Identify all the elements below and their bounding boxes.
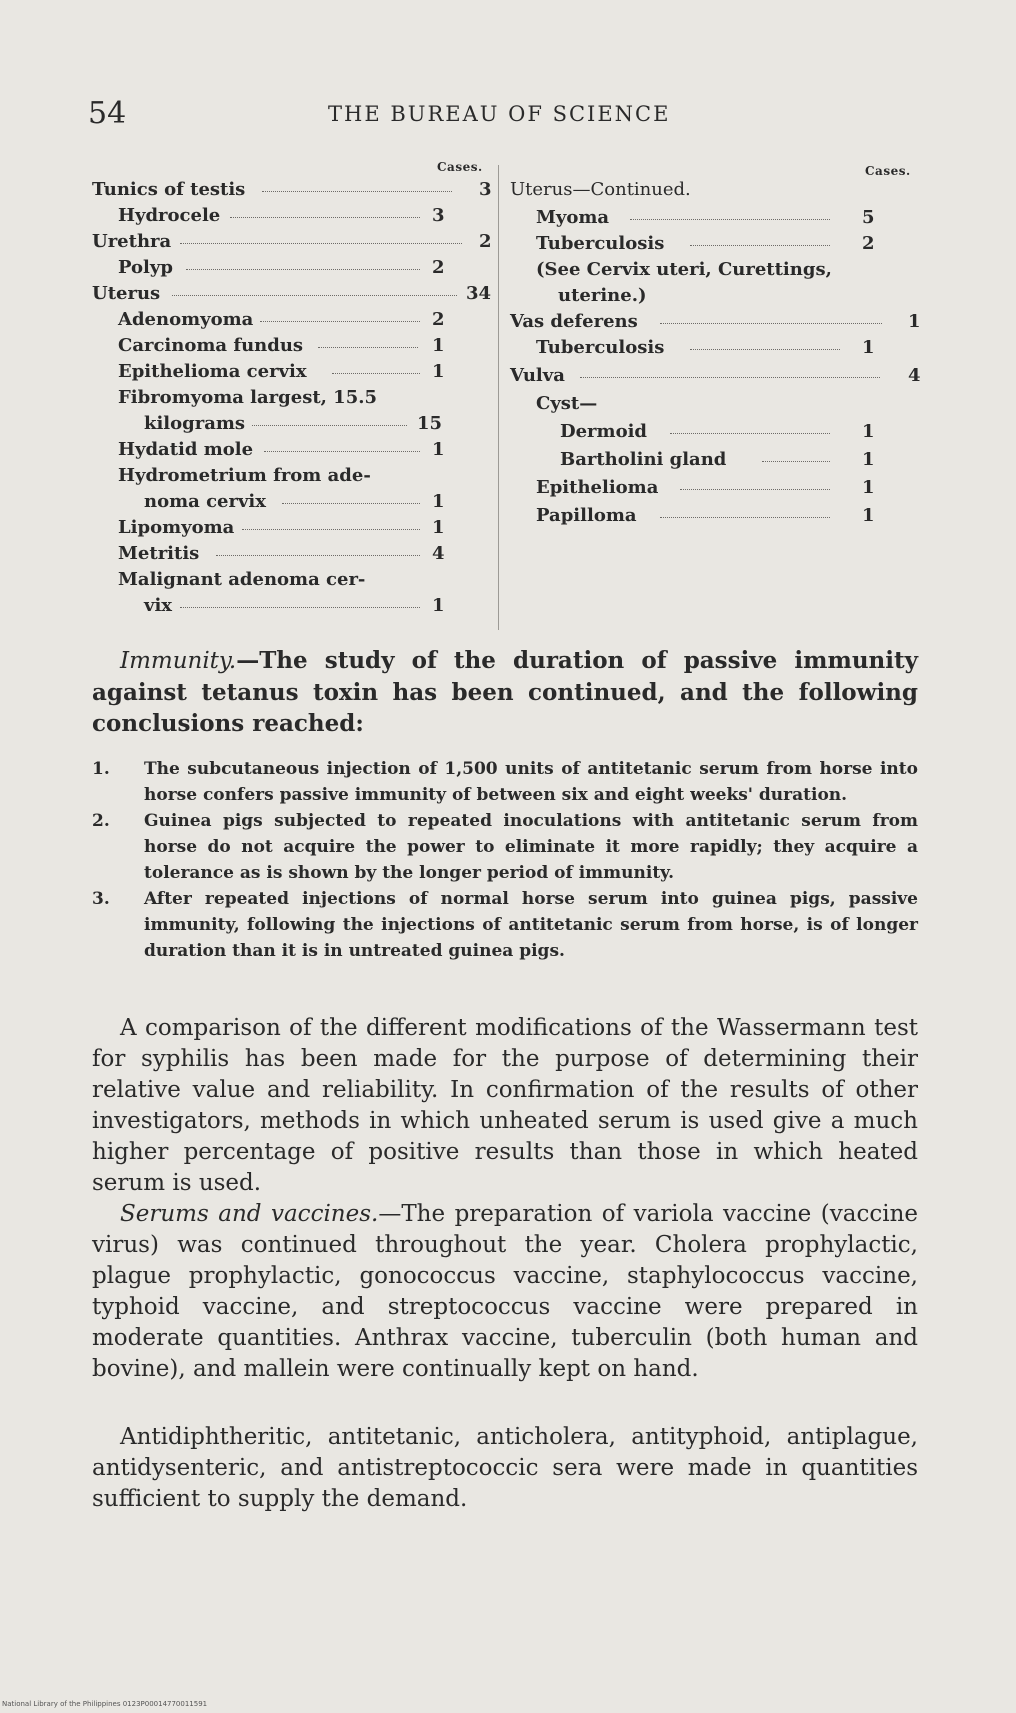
row-label: Papilloma xyxy=(536,505,637,526)
row-count: 1 xyxy=(432,595,445,616)
row-count: 5 xyxy=(862,207,875,228)
row-label: vix xyxy=(144,595,173,616)
table-row xyxy=(92,438,492,462)
row-count: 1 xyxy=(862,505,875,526)
row-count: 15 xyxy=(417,413,443,434)
list-item-text: The subcutaneous injection of 1,500 units of antitetanic serum from horse into horse confers passive immunity of between six and eight weeks' duration. xyxy=(144,759,918,805)
immunity-paragraph xyxy=(92,645,918,739)
paragraph-text: A comparison of the different modifications of the Wassermann test for syphilis has been made for the purpose of determining their relative value and reliability. In confirmation of the results of other investigators, methods in which unheated serum is used give a much higher percentage of positive results than those in which heated serum is used. xyxy=(92,1015,918,1196)
row-label: Lipomyoma xyxy=(118,517,235,538)
row-count: 34 xyxy=(466,283,492,304)
row-label: Uterus xyxy=(92,283,161,304)
row-count: 1 xyxy=(862,477,875,498)
table-row xyxy=(510,504,920,528)
table-row xyxy=(92,568,492,592)
table-row xyxy=(92,464,492,488)
cross-reference-note: uterine.) xyxy=(558,285,647,306)
row-count: 3 xyxy=(432,205,445,226)
cases-column-header: Cases. xyxy=(437,160,483,174)
row-label: Bartholini gland xyxy=(560,449,727,470)
row-count: 2 xyxy=(432,309,445,330)
row-label: kilograms xyxy=(144,413,246,434)
paragraph-text: —The study of the duration of passive immunity against tetanus toxin has been continued, and the following conclusions reached: xyxy=(92,647,918,737)
row-label: Tunics of testis xyxy=(92,179,246,200)
row-label: Malignant adenoma cer- xyxy=(118,569,366,590)
table-row xyxy=(92,490,492,514)
list-item xyxy=(92,808,918,886)
list-item-text: After repeated injections of normal horse serum into guinea pigs, passive immunity, following the injections of antitetanic serum from horse, is of longer duration than it is in untreated guinea pigs. xyxy=(144,889,918,961)
row-label: Adenomyoma xyxy=(118,309,254,330)
row-label: Uterus—Continued. xyxy=(510,179,691,200)
row-count: 4 xyxy=(432,543,445,564)
row-label: Epithelioma cervix xyxy=(118,361,307,382)
row-count: 3 xyxy=(479,179,492,200)
row-count: 1 xyxy=(432,517,445,538)
row-count: 1 xyxy=(432,335,445,356)
table-row xyxy=(510,448,920,472)
row-count: 4 xyxy=(908,365,921,386)
table-row xyxy=(510,206,920,230)
row-label: Tuberculosis xyxy=(536,233,665,254)
section-heading: Serums and vaccines. xyxy=(120,1201,379,1227)
sera-paragraph xyxy=(92,1422,918,1515)
table-row xyxy=(92,334,492,358)
row-label: Epithelioma xyxy=(536,477,659,498)
table-row xyxy=(92,256,492,280)
row-label: Hydatid mole xyxy=(118,439,254,460)
paragraph-text: Antidiphtheritic, antitetanic, anticholera, antityphoid, antiplague, antidysenteric, and antistreptococcic sera were made in quantities sufficient to supply the demand. xyxy=(92,1424,918,1512)
row-label: Vas deferens xyxy=(510,311,638,332)
row-label: Fibromyoma largest, 15.5 xyxy=(118,387,378,408)
list-item xyxy=(92,756,918,808)
serums-paragraph xyxy=(92,1199,918,1385)
row-count: 1 xyxy=(432,491,445,512)
row-label: Carcinoma fundus xyxy=(118,335,304,356)
table-row xyxy=(510,420,920,444)
table-row xyxy=(510,364,920,388)
cross-reference-note: (See Cervix uteri, Curettings, xyxy=(536,259,832,280)
row-count: 1 xyxy=(862,337,875,358)
list-number: 3. xyxy=(92,889,110,909)
table-row xyxy=(510,392,920,416)
running-title: THE BUREAU OF SCIENCE xyxy=(328,102,671,126)
row-label: Hydrometrium from ade- xyxy=(118,465,371,486)
table-row xyxy=(92,178,492,202)
row-label: Urethra xyxy=(92,231,172,252)
table-row xyxy=(92,282,492,306)
column-divider xyxy=(498,165,499,630)
table-row xyxy=(92,360,492,384)
row-count: 1 xyxy=(432,361,445,382)
table-row xyxy=(92,542,492,566)
row-count: 1 xyxy=(432,439,445,460)
table-row xyxy=(92,594,492,618)
row-label: Vulva xyxy=(510,365,565,386)
row-count: 1 xyxy=(862,421,875,442)
row-count: 2 xyxy=(479,231,492,252)
list-item-text: Guinea pigs subjected to repeated inoculations with antitetanic serum from horse do not acquire the power to eliminate it more rapidly; they acquire a tolerance as is shown by the longer period of immunity. xyxy=(144,811,918,883)
row-count: 1 xyxy=(862,449,875,470)
table-row xyxy=(92,412,492,436)
row-count: 2 xyxy=(862,233,875,254)
table-row xyxy=(92,386,492,410)
cases-column-header: Cases. xyxy=(865,164,911,178)
table-row xyxy=(510,310,920,334)
table-row xyxy=(92,204,492,228)
list-item xyxy=(92,886,918,964)
row-count: 1 xyxy=(908,311,921,332)
table-row xyxy=(510,476,920,500)
row-label: Tuberculosis xyxy=(536,337,665,358)
table-row xyxy=(92,308,492,332)
table-row xyxy=(92,230,492,254)
list-number: 2. xyxy=(92,811,110,831)
row-label: noma cervix xyxy=(144,491,266,512)
page-header xyxy=(88,96,928,136)
conclusions-list xyxy=(92,756,918,964)
row-label: Cyst— xyxy=(536,393,598,414)
row-label: Dermoid xyxy=(560,421,648,442)
table-row xyxy=(92,516,492,540)
table-row xyxy=(510,336,920,360)
page-number: 54 xyxy=(88,96,127,131)
table-row xyxy=(510,232,920,256)
row-count: 2 xyxy=(432,257,445,278)
row-label: Hydrocele xyxy=(118,205,221,226)
wassermann-paragraph xyxy=(92,1013,918,1199)
row-label: Myoma xyxy=(536,207,610,228)
list-number: 1. xyxy=(92,759,110,779)
paragraph-text: —The preparation of variola vaccine (vaccine virus) was continued throughout the year. Cholera prophylactic, plague prophylactic, gonococcus vaccine, staphylococcus vaccine, typhoid vaccine, and streptococcus vaccine were prepared in moderate quantities. Anthrax vaccine, tuberculin (both human and bovine), and mallein were continually kept on hand. xyxy=(92,1201,918,1382)
row-label: Metritis xyxy=(118,543,200,564)
row-label: Polyp xyxy=(118,257,173,278)
section-heading: Immunity. xyxy=(120,648,237,674)
table-row xyxy=(510,178,920,202)
scan-footer: National Library of the Philippines 0123P00014770011591 xyxy=(2,1700,208,1708)
